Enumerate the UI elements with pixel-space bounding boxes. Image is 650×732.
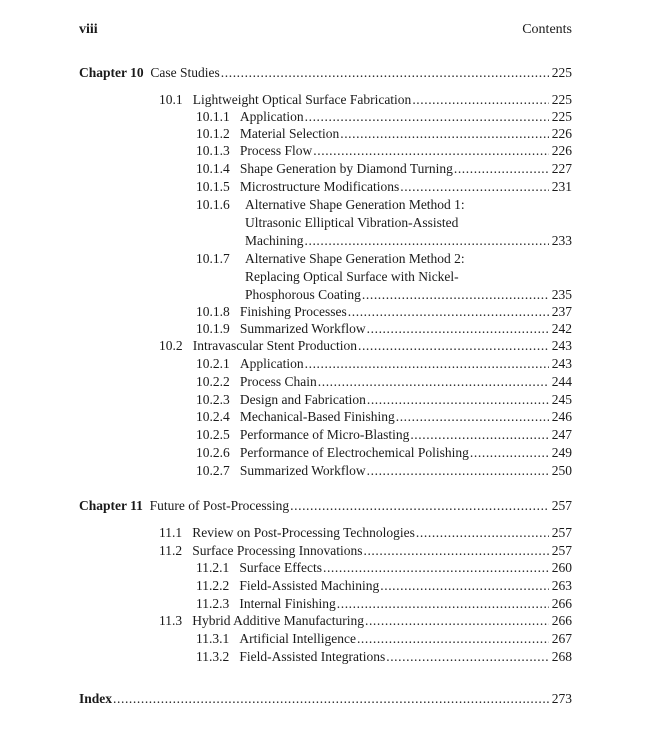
subsection-title-line-2: Ultrasonic Elliptical Vibration-Assisted	[245, 215, 459, 230]
subsection-title: Artificial Intelligence	[239, 631, 356, 646]
running-head: Contents	[522, 22, 572, 37]
leader-dots	[362, 286, 549, 304]
toc-subsection-10-1-5[interactable]	[196, 178, 572, 196]
page-ref: 243	[551, 356, 572, 371]
toc-subsection-11-3-2[interactable]	[196, 648, 572, 666]
leader-dots	[221, 64, 549, 82]
toc-subsection-10-2-1[interactable]	[196, 355, 572, 373]
page-ref: 257	[551, 543, 572, 558]
subsection-number: 10.2.1	[196, 356, 230, 371]
leader-dots	[113, 690, 549, 708]
toc-subsection-10-2-4[interactable]	[196, 408, 572, 426]
leader-dots	[380, 577, 549, 595]
chapter-label: Chapter 11	[79, 498, 143, 513]
leader-dots	[367, 462, 549, 480]
page-ref: 250	[551, 463, 572, 478]
subsection-number: 10.1.7	[196, 251, 230, 266]
page-ref: 226	[551, 143, 572, 158]
page-ref: 260	[551, 560, 572, 575]
subsection-title: Summarized Workflow	[239, 463, 366, 478]
section-title: Hybrid Additive Manufacturing	[192, 613, 364, 628]
subsection-title-line-2: Replacing Optical Surface with Nickel-	[245, 269, 459, 284]
subsection-title-line-3: Machining	[245, 233, 304, 248]
page-ref: 245	[551, 392, 572, 407]
subsection-title-line-1: Alternative Shape Generation Method 1:	[245, 197, 465, 212]
subsection-number: 10.1.4	[196, 161, 230, 176]
leader-dots	[367, 391, 549, 409]
toc-section-10-1[interactable]	[159, 91, 572, 109]
leader-dots	[367, 320, 549, 338]
leader-dots	[357, 630, 549, 648]
leader-dots	[358, 337, 549, 355]
page-ref: 257	[551, 525, 572, 540]
leader-dots	[363, 542, 549, 560]
subsection-number: 10.2.7	[196, 463, 230, 478]
leader-dots	[412, 91, 549, 109]
page-ref: 257	[551, 498, 572, 513]
subsection-title-line-3: Phosphorous Coating	[245, 287, 361, 302]
subsection-number: 11.2.2	[196, 578, 230, 593]
toc-subsection-10-1-8[interactable]	[196, 303, 572, 321]
leader-dots	[454, 160, 549, 178]
subsection-number: 11.2.3	[196, 596, 230, 611]
toc-subsection-10-1-4[interactable]	[196, 160, 572, 178]
page-ref: 243	[551, 338, 572, 353]
toc-section-11-3[interactable]	[159, 612, 572, 630]
subsection-title: Performance of Electrochemical Polishing	[239, 445, 469, 460]
toc-subsection-11-3-1[interactable]	[196, 630, 572, 648]
subsection-title: Field-Assisted Machining	[239, 578, 380, 593]
chapter-title: Future of Post-Processing	[149, 498, 290, 513]
toc-subsection-11-2-2[interactable]	[196, 577, 572, 595]
subsection-number: 10.1.1	[196, 109, 230, 124]
toc-subsection-10-2-2[interactable]	[196, 373, 572, 391]
subsection-number: 10.1.5	[196, 179, 230, 194]
index-label: Index	[79, 691, 113, 706]
subsection-number: 10.2.4	[196, 409, 230, 424]
section-title: Intravascular Stent Production	[192, 338, 357, 353]
toc-index[interactable]	[79, 690, 572, 708]
section-number: 11.3	[159, 613, 183, 628]
subsection-number: 11.3.1	[196, 631, 230, 646]
subsection-title: Process Flow	[239, 143, 313, 158]
leader-dots	[323, 559, 549, 577]
section-title: Surface Processing Innovations	[192, 543, 363, 558]
page-ref: 267	[551, 631, 572, 646]
subsection-number: 10.1.8	[196, 304, 230, 319]
leader-dots	[400, 178, 549, 196]
toc-section-11-2[interactable]	[159, 542, 572, 560]
leader-dots	[470, 444, 549, 462]
page-ref: 266	[551, 596, 572, 611]
subsection-number: 11.3.2	[196, 649, 230, 664]
page-ref: 247	[551, 427, 572, 442]
toc-section-10-2[interactable]	[159, 337, 572, 355]
subsection-title: Surface Effects	[239, 560, 322, 575]
subsection-title-line-1: Alternative Shape Generation Method 2:	[245, 251, 465, 266]
page-ref: 249	[551, 445, 572, 460]
leader-dots	[305, 355, 549, 373]
toc-subsection-11-2-3[interactable]	[196, 595, 572, 613]
toc-section-11-1[interactable]	[159, 524, 572, 542]
leader-dots	[305, 108, 549, 126]
subsection-title: Summarized Workflow	[239, 321, 366, 336]
page-ref: 273	[551, 691, 572, 706]
subsection-title: Microstructure Modifications	[239, 179, 400, 194]
subsection-number: 10.2.3	[196, 392, 230, 407]
toc-subsection-10-2-7[interactable]	[196, 462, 572, 480]
page-number: viii	[79, 22, 98, 37]
toc-chapter-11[interactable]	[79, 497, 572, 515]
page-ref: 268	[551, 649, 572, 664]
subsection-title: Internal Finishing	[239, 596, 336, 611]
leader-dots	[313, 142, 549, 160]
section-number: 10.2	[159, 338, 183, 353]
toc-subsection-10-2-3[interactable]	[196, 391, 572, 409]
page-ref: 233	[551, 233, 572, 248]
toc-subsection-10-1-9[interactable]	[196, 320, 572, 338]
page-ref: 231	[551, 179, 572, 194]
leader-dots	[410, 426, 549, 444]
subsection-title: Process Chain	[239, 374, 317, 389]
subsection-number: 10.1.2	[196, 126, 230, 141]
subsection-number: 10.1.9	[196, 321, 230, 336]
toc-subsection-10-1-2[interactable]	[196, 125, 572, 143]
page-ref: 235	[551, 287, 572, 302]
page-ref: 227	[551, 161, 572, 176]
page-ref: 242	[551, 321, 572, 336]
chapter-title: Case Studies	[150, 65, 220, 80]
subsection-number: 10.1.6	[196, 197, 230, 212]
toc-subsection-11-2-1[interactable]	[196, 559, 572, 577]
subsection-number: 10.2.2	[196, 374, 230, 389]
subsection-title: Application	[239, 356, 304, 371]
page-ref: 237	[551, 304, 572, 319]
toc-subsection-10-1-3[interactable]	[196, 142, 572, 160]
subsection-title: Design and Fabrication	[239, 392, 366, 407]
leader-dots	[290, 497, 549, 515]
subsection-number: 10.2.5	[196, 427, 230, 442]
subsection-number: 10.1.3	[196, 143, 230, 158]
page-ref: 263	[551, 578, 572, 593]
section-title: Review on Post-Processing Technologies	[192, 525, 415, 540]
section-number: 10.1	[159, 92, 183, 107]
leader-dots	[416, 524, 549, 542]
toc-subsection-10-2-5[interactable]	[196, 426, 572, 444]
subsection-number: 10.2.6	[196, 445, 230, 460]
page-ref: 225	[551, 109, 572, 124]
toc-subsection-10-2-6[interactable]	[196, 444, 572, 462]
section-title: Lightweight Optical Surface Fabrication	[192, 92, 412, 107]
page-ref: 244	[551, 374, 572, 389]
subsection-title: Application	[239, 109, 304, 124]
page-ref: 226	[551, 126, 572, 141]
leader-dots	[305, 232, 550, 250]
leader-dots	[318, 373, 549, 391]
leader-dots	[348, 303, 549, 321]
leader-dots	[340, 125, 549, 143]
page-ref: 266	[551, 613, 572, 628]
subsection-title: Performance of Micro-Blasting	[239, 427, 410, 442]
section-number: 11.2	[159, 543, 183, 558]
chapter-label: Chapter 10	[79, 65, 144, 80]
subsection-title: Finishing Processes	[239, 304, 347, 319]
leader-dots	[337, 595, 549, 613]
subsection-number: 11.2.1	[196, 560, 230, 575]
toc-subsection-10-1-1[interactable]	[196, 108, 572, 126]
leader-dots	[365, 612, 549, 630]
subsection-title: Shape Generation by Diamond Turning	[239, 161, 453, 176]
page-ref: 246	[551, 409, 572, 424]
section-number: 11.1	[159, 525, 183, 540]
toc-chapter-10[interactable]	[79, 64, 572, 82]
subsection-title: Material Selection	[239, 126, 340, 141]
page-ref: 225	[551, 92, 572, 107]
subsection-title: Mechanical-Based Finishing	[239, 409, 395, 424]
leader-dots	[386, 648, 549, 666]
page-ref: 225	[551, 65, 572, 80]
subsection-title: Field-Assisted Integrations	[239, 649, 386, 664]
leader-dots	[396, 408, 549, 426]
